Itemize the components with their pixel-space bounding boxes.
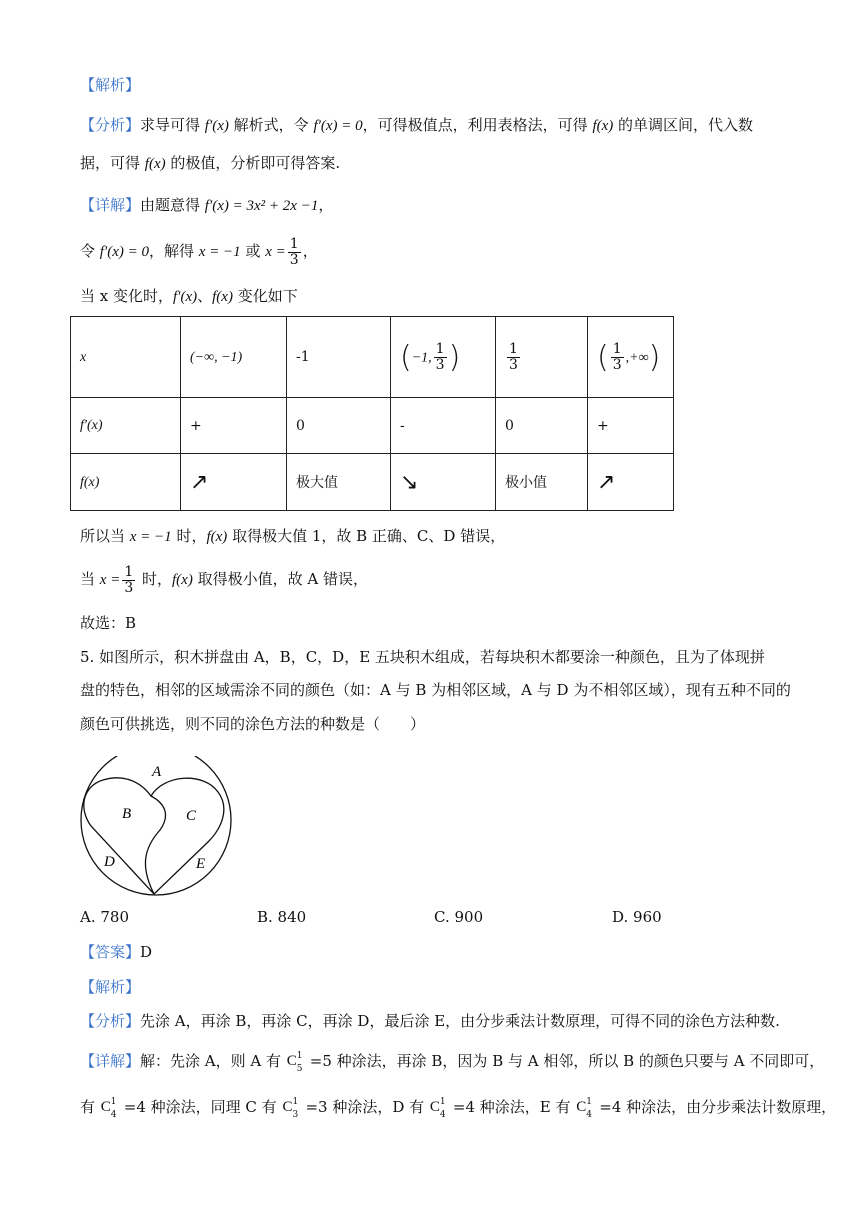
table-cell: (−1, $\frac{1}{3}$ ) [391, 317, 496, 398]
table-cell: f′(x) [71, 398, 181, 454]
text: 、 [197, 287, 213, 305]
option-b[interactable]: B. 840 [257, 908, 307, 926]
increasing-arrow-icon: ↗ [190, 469, 209, 495]
table-cell: (−∞, −1) [181, 317, 287, 398]
text: 解析式，令 [228, 116, 314, 134]
answer-value: D [140, 943, 153, 961]
table-cell: 极大值 [287, 454, 391, 511]
table-cell: + [588, 398, 674, 454]
table-cell: ( $\frac{1}{3}$ ,+∞) [588, 317, 674, 398]
combination-c15: C 1 5 [286, 1051, 303, 1074]
conclusion-line-3: 故选：B [80, 614, 137, 632]
table-row [71, 398, 674, 454]
table-cell [588, 454, 674, 511]
table-cell: 极小值 [496, 454, 588, 511]
monotonicity-table [70, 316, 674, 511]
table-cell: 0 [496, 398, 588, 454]
math-x-eq: x = [265, 244, 286, 260]
question-5-line-3: 颜色可供挑选，则不同的涂色方法的种数是（ ） [80, 715, 426, 733]
conclusion-line-1: 所以当 x = −1 时，f(x) 取得极大值 1，故 B 正确、C、D 错误， [80, 527, 506, 545]
analysis-line-q5: 【分析】先涂 A，再涂 B，再涂 C，再涂 D，最后涂 E，由分步乘法计数原理，可得不同的涂色方法种数. [80, 1012, 780, 1030]
table-cell: + [181, 398, 287, 454]
detail-tag: 【详解】 [80, 196, 141, 214]
text: ，可得极值点，利用表格法，可得 [362, 116, 593, 134]
increasing-arrow-icon: ↗ [597, 469, 616, 495]
conclusion-line-2: 当 x = $\frac{1}{3}$ 时，f(x) 取得极小值，故 A 错误， [80, 563, 368, 596]
math-x-eq-neg1: x = −1 [198, 244, 241, 260]
text: 变化如下 [232, 287, 298, 305]
combination-c14: C 1 4 [100, 1097, 117, 1120]
combination-c13: C 1 3 [282, 1097, 299, 1120]
fraction-one-third: $\frac{1}{3}$ [289, 235, 299, 268]
table-row [71, 317, 674, 398]
option-d[interactable]: D. 960 [612, 908, 662, 926]
table-cell: 0 [287, 398, 391, 454]
table-cell [181, 454, 287, 511]
text: ， [302, 242, 318, 260]
detail-line-1 [80, 194, 333, 217]
math-fprime-eq0: f′(x) = 0 [99, 244, 149, 260]
table-cell: -1 [287, 317, 391, 398]
combination-c14: C 1 4 [576, 1097, 593, 1120]
option-a[interactable]: A. 780 [80, 908, 129, 926]
text: 由题意得 [140, 196, 205, 214]
region-label-a: A [152, 764, 162, 780]
text: 的单调区间，代入数 [613, 116, 754, 134]
analysis-heading-2: 【解析】 [80, 978, 141, 996]
table-cell: - [391, 398, 496, 454]
math-fprime-eq0: f′(x) = 0 [313, 118, 363, 134]
math-f: f(x) [144, 156, 166, 172]
detail-line-2 [80, 234, 318, 269]
table-row [71, 454, 674, 511]
math-f: f(x) [592, 118, 614, 134]
text: 的极值，分析即可得答案. [165, 154, 341, 172]
text: 令 [80, 242, 100, 260]
analysis-line-1 [80, 114, 753, 137]
table-cell: $\frac{1}{3}$ [496, 317, 588, 398]
table-cell: f(x) [71, 454, 181, 511]
math-fprime: f′(x) [173, 289, 198, 305]
region-label-e: E [196, 856, 206, 872]
puzzle-figure [78, 756, 238, 898]
region-label-b: B [122, 806, 132, 822]
text: 或 [240, 242, 266, 260]
region-label-c: C [186, 808, 197, 824]
math-derivative: f′(x) = 3x² + 2x −1 [204, 198, 319, 214]
analysis-line-2 [80, 152, 340, 175]
detail-line-3 [80, 285, 298, 308]
option-c[interactable]: C. 900 [434, 908, 484, 926]
text: ， [318, 196, 334, 214]
region-label-d: D [104, 854, 115, 870]
detail-line-q5-1: 【详解】解：先涂 A，则 A 有 C 1 5 =5 种涂法，再涂 B，因为 B 与 A 相邻，所以 B 的颜色只要与 A 不同即可， [80, 1051, 825, 1074]
combination-c14: C 1 4 [429, 1097, 446, 1120]
table-cell [391, 454, 496, 511]
text: ，解得 [149, 242, 199, 260]
math-f: f(x) [212, 289, 233, 305]
detail-line-q5-2: 有 C 1 4 =4 种涂法，同理 C 有 C 1 3 =3 种涂法，D 有 C 1 4 =4 种涂法，E 有 C 1 4 =4 种涂法，由分步乘法计数原理， [80, 1097, 837, 1120]
answer-line [80, 941, 152, 963]
analysis-tag: 【分析】 [80, 116, 141, 134]
analysis-heading: 【解析】 [80, 76, 141, 94]
question-5-line-1: 5. 如图所示，积木拼盘由 A，B，C，D，E 五块积木组成，若每块积木都要涂一种颜色，且为了体现拼 [80, 648, 765, 666]
text: 求导可得 [140, 116, 205, 134]
answer-tag: 【答案】 [80, 943, 141, 961]
question-5-line-2: 盘的特色，相邻的区域需涂不同的颜色（如：A 与 B 为相邻区域，A 与 D 为不相邻区域），现有五种不同的 [80, 681, 791, 699]
text: 当 x 变化时， [80, 287, 173, 305]
decreasing-arrow-icon: ↘ [400, 469, 419, 495]
text: 据，可得 [80, 154, 145, 172]
table-cell: x [71, 317, 181, 398]
math-fprime: f′(x) [204, 118, 229, 134]
